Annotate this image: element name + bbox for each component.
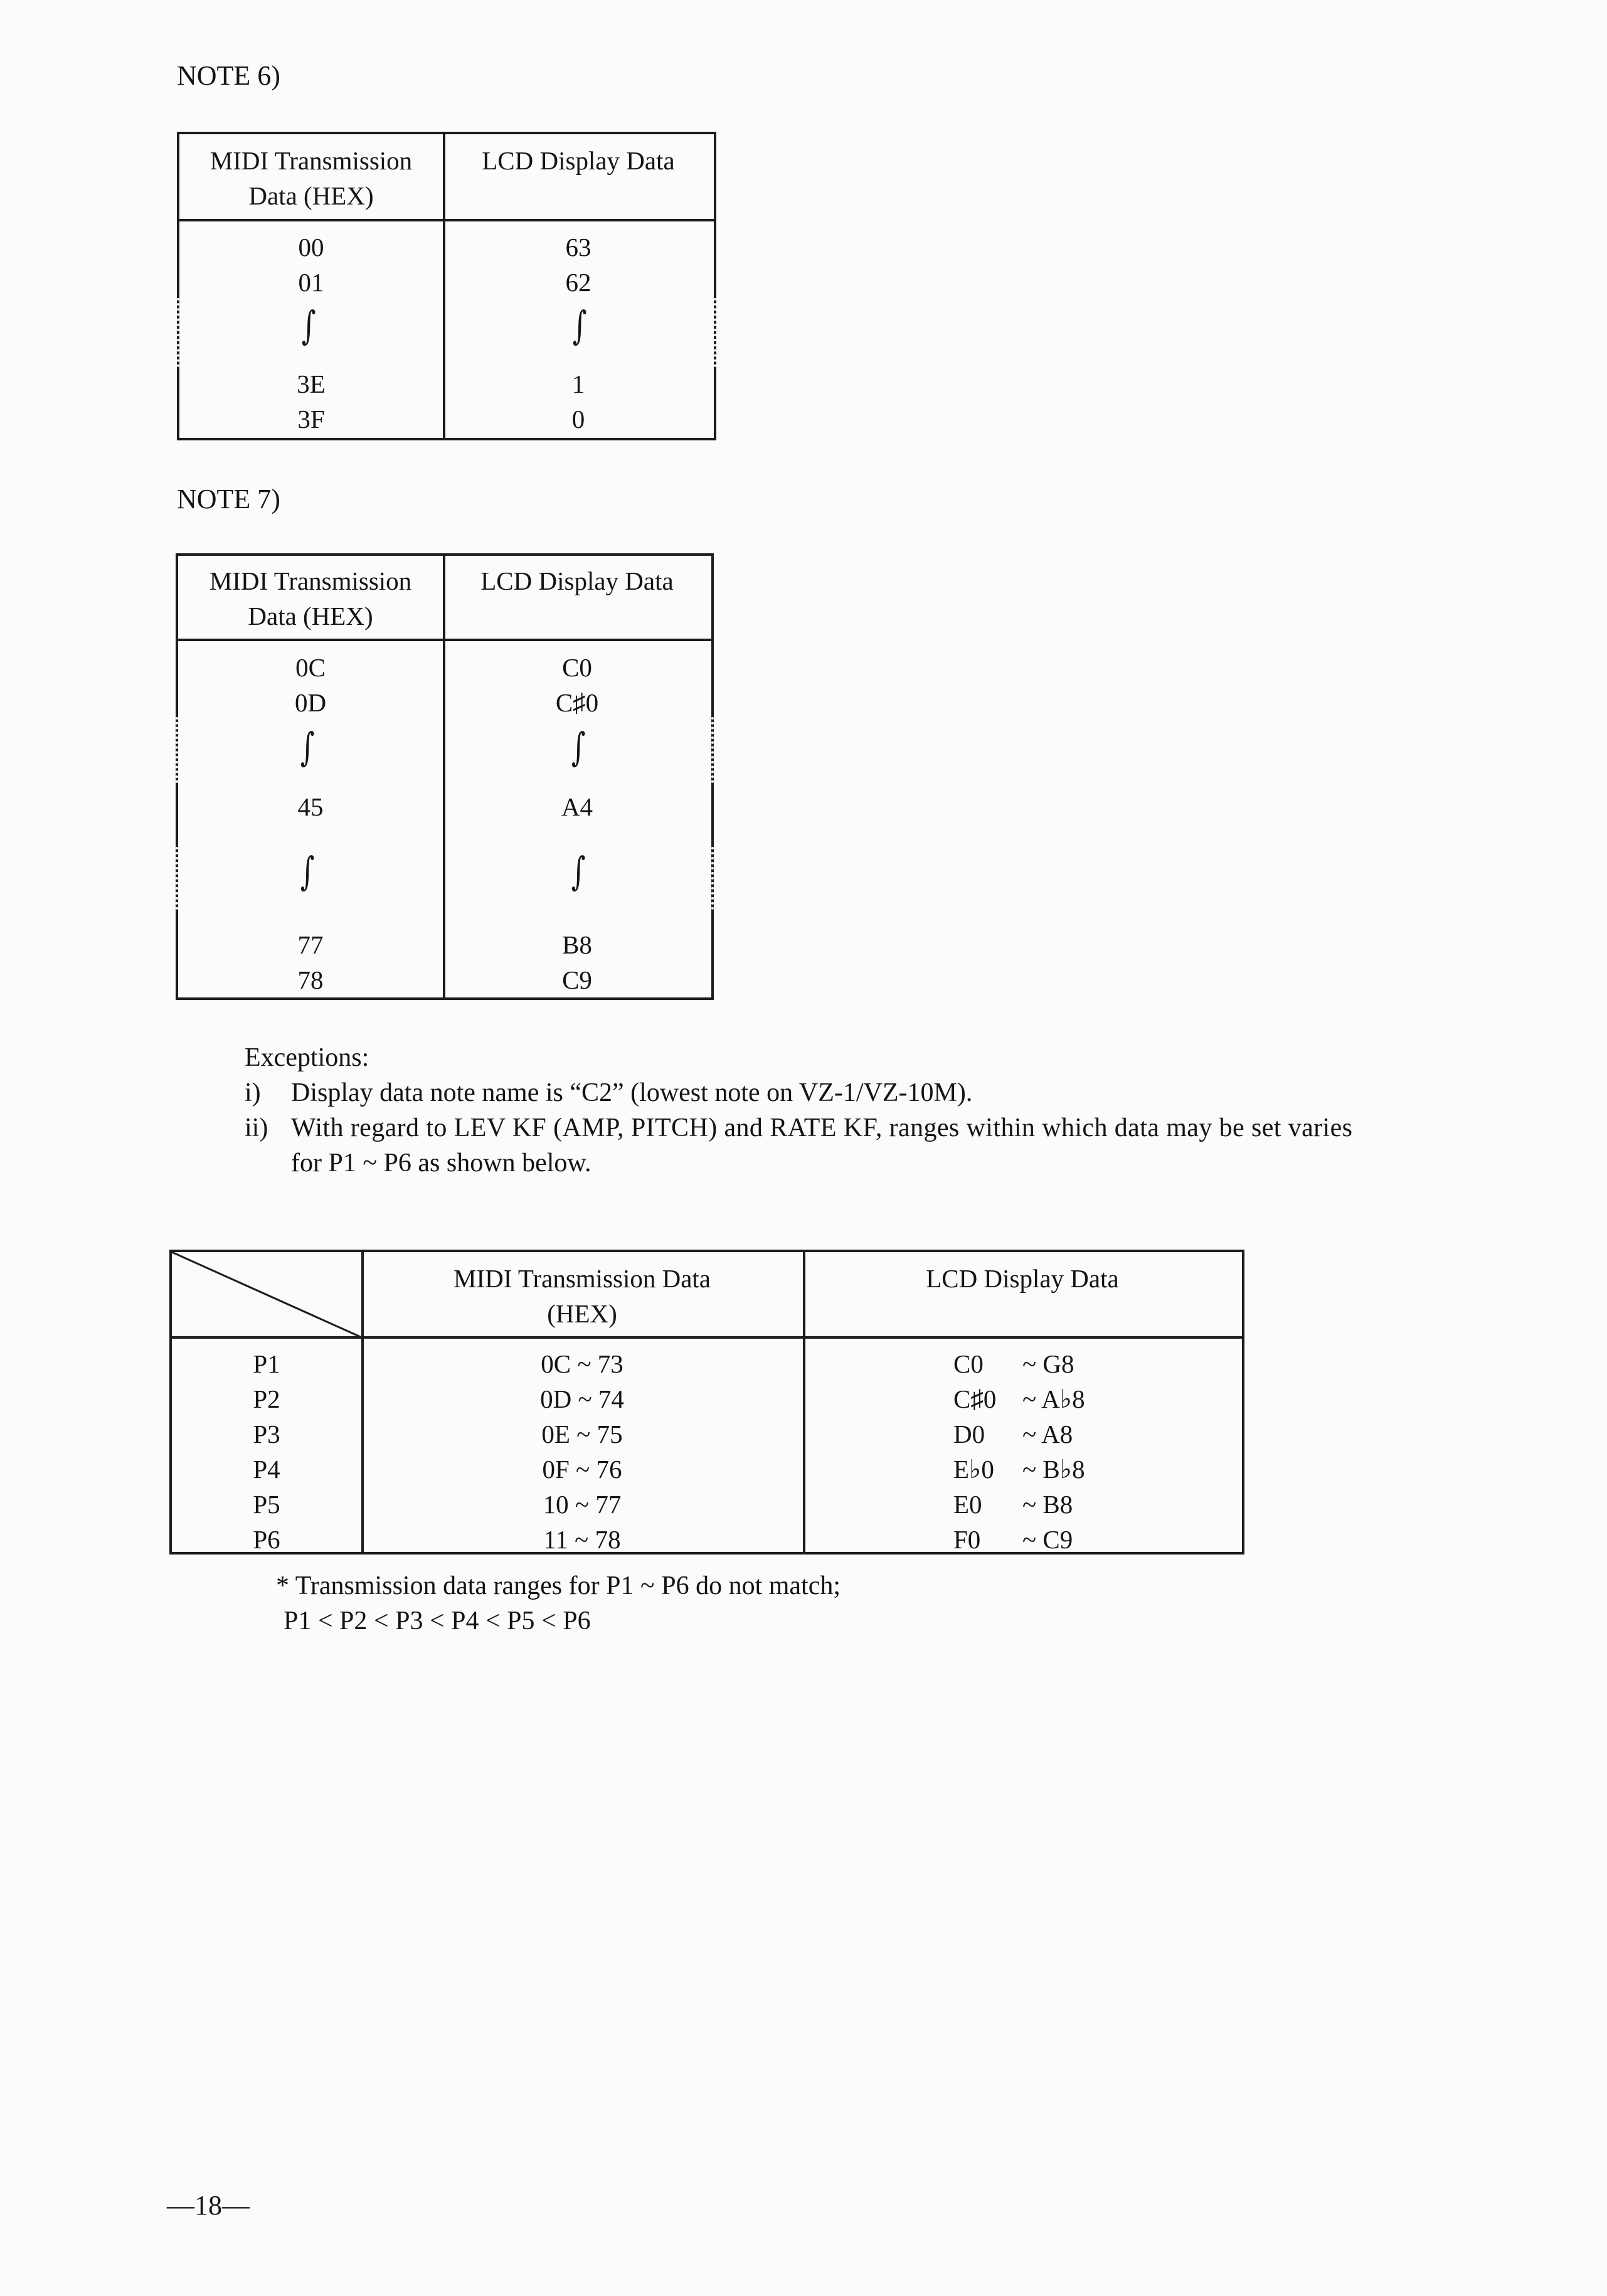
- exception-2-number: ii): [245, 1113, 268, 1142]
- table-cell: 63: [565, 233, 591, 262]
- table-cell: 0C: [295, 653, 326, 682]
- table-cell: 11 ~ 78: [543, 1525, 621, 1554]
- table-cell: 1: [571, 369, 585, 398]
- table-cell: 01: [298, 268, 324, 297]
- diagonal-header-cell: [172, 1252, 363, 1338]
- exception-2-text-line2: for P1 ~ P6 as shown below.: [291, 1149, 591, 1177]
- table-cell: 77: [297, 930, 324, 959]
- table-cell: B8: [562, 930, 592, 959]
- table-cell: P3: [253, 1420, 280, 1448]
- table-cell: ~ B8: [1022, 1490, 1073, 1519]
- note6-col2-header: LCD Display Data: [482, 146, 675, 175]
- exception-2-text-line1: With regard to LEV KF (AMP, PITCH) and RATE KF, ranges within which data may be set varies: [291, 1113, 1353, 1142]
- table-cell: 0D ~ 74: [540, 1385, 624, 1413]
- table-cell: 0F ~ 76: [542, 1455, 622, 1484]
- exceptions-title: Exceptions:: [245, 1043, 369, 1072]
- table-cell: 3E: [297, 369, 326, 398]
- range-table: [169, 1250, 1244, 1555]
- footnote-line2: P1 < P2 < P3 < P4 < P5 < P6: [284, 1607, 591, 1635]
- note7-col1-header-line2: Data (HEX): [248, 602, 373, 630]
- exception-1-text: Display data note name is “C2” (lowest note on VZ-1/VZ-10M).: [291, 1078, 973, 1107]
- table-cell: C0: [953, 1349, 984, 1378]
- table-cell: 0: [571, 405, 585, 433]
- note7-table: [176, 553, 714, 1000]
- footnote-line1: * Transmission data ranges for P1 ~ P6 do not match;: [276, 1571, 841, 1600]
- table-cell: 3F: [297, 405, 325, 433]
- table-cell: P2: [253, 1385, 280, 1413]
- table-cell: 0C ~ 73: [541, 1349, 623, 1378]
- range-col2-header-line1: MIDI Transmission Data: [453, 1264, 711, 1293]
- table-cell: C9: [562, 965, 592, 994]
- table-cell: 10 ~ 77: [543, 1490, 622, 1519]
- continuation-mark: ∫: [571, 724, 586, 770]
- range-col3-header: LCD Display Data: [926, 1264, 1119, 1293]
- table-cell: C♯0: [953, 1385, 997, 1413]
- table-cell: 78: [297, 965, 324, 994]
- table-cell: 45: [297, 792, 324, 821]
- table-cell: ~ A♭8: [1022, 1385, 1085, 1413]
- table-cell: P5: [253, 1490, 280, 1519]
- table-cell: F0: [953, 1525, 981, 1554]
- table-cell: ~ A8: [1022, 1420, 1073, 1448]
- exception-1-number: i): [245, 1078, 261, 1107]
- table-cell: 00: [298, 233, 324, 262]
- table-cell: ~ G8: [1022, 1349, 1074, 1378]
- continuation-mark: ∫: [571, 848, 586, 894]
- table-cell: E♭0: [953, 1455, 994, 1484]
- range-col2-header-line2: (HEX): [547, 1299, 617, 1328]
- table-cell: E0: [953, 1490, 982, 1519]
- note7-col1-header-line1: MIDI Transmission: [209, 566, 412, 595]
- note6-heading: NOTE 6): [177, 60, 280, 91]
- note6-col1-header-line2: Data (HEX): [248, 181, 374, 210]
- page-number: —18—: [167, 2190, 250, 2221]
- note6-col1-header-line1: MIDI Transmission: [209, 146, 413, 175]
- table-cell: 0D: [294, 688, 327, 717]
- table-cell: P4: [253, 1455, 280, 1484]
- table-cell: C♯0: [555, 688, 599, 717]
- table-cell: ~ B♭8: [1022, 1455, 1085, 1484]
- table-cell: 0E ~ 75: [541, 1420, 623, 1448]
- table-cell: 62: [565, 268, 591, 297]
- continuation-mark: ∫: [301, 302, 316, 348]
- continuation-mark: ∫: [300, 848, 315, 894]
- note7-heading: NOTE 7): [177, 484, 280, 514]
- table-cell: P1: [253, 1349, 280, 1378]
- note6-table: [177, 132, 716, 440]
- table-cell: D0: [953, 1420, 985, 1448]
- table-cell: P6: [253, 1525, 280, 1554]
- table-cell: ~ C9: [1022, 1525, 1073, 1554]
- table-cell: C0: [562, 653, 592, 682]
- note7-col2-header: LCD Display Data: [480, 566, 674, 595]
- continuation-mark: ∫: [572, 302, 587, 348]
- continuation-mark: ∫: [300, 724, 315, 770]
- table-cell: A4: [561, 792, 593, 821]
